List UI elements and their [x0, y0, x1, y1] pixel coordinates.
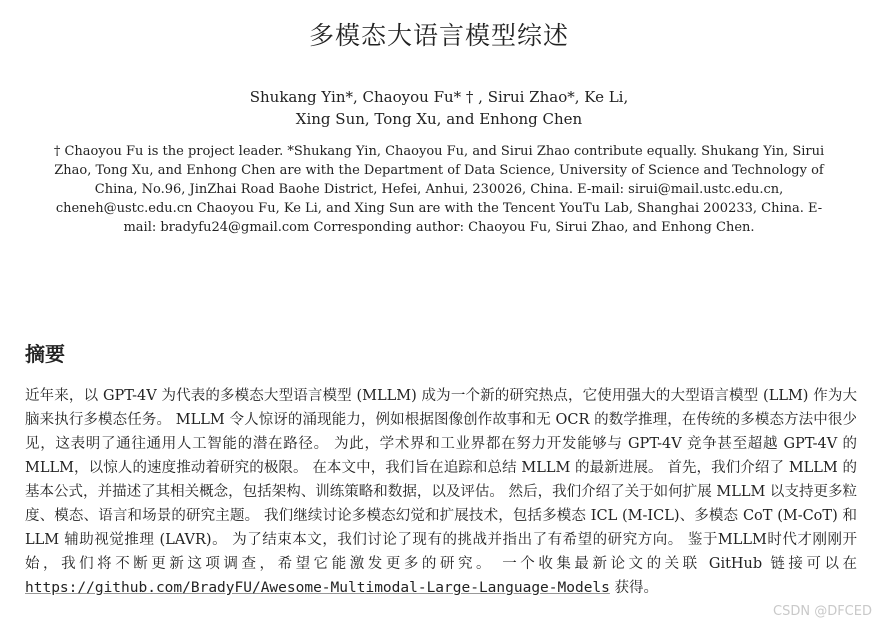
- author-list: [0, 86, 878, 130]
- author-line-2: Xing Sun, Tong Xu, and Enhong Chen: [295, 110, 583, 128]
- paper-title: 多模态大语言模型综述: [308, 21, 569, 50]
- abstract-heading: 摘要: [25, 342, 65, 366]
- author-line-1: Shukang Yin*, Chaoyou Fu* † , Sirui Zhao*, Ke Li,: [249, 88, 629, 106]
- github-link[interactable]: https://github.com/BradyFU/Awesome-Multimodal-Large-Language-Models: [25, 580, 610, 596]
- abstract-tail: 获得。: [614, 580, 659, 596]
- author-affiliation-footnote: † Chaoyou Fu is the project leader. *Shukang Yin, Chaoyou Fu, and Sirui Zhao contribute equally. Shukang Yin, Sirui Zhao, Tong Xu, and Enhong Chen are with the Department of Data Science, University of Science and Technology of China, No.96, JinZhai Road Baohe District, Hefei, Anhui, 230026, China. E-mail: sirui@mail.ustc.edu.cn, cheneh@ustc.edu.cn Chaoyou Fu, Ke Li, and Xing Sun are with the Tencent YouTu Lab, Shanghai 200233, China. E-mail: bradyfu24@gmail.com Corresponding author: Chaoyou Fu, Sirui Zhao, and Enhong Chen.: [53, 144, 825, 235]
- abstract-text: 近年来，以 GPT-4V 为代表的多模态大型语言模型 (MLLM) 成为一个新的研究热点，它使用强大的大型语言模型 (LLM) 作为大脑来执行多模态任务。 MLLM 令人惊讶的涌现能力，例如根据图像创作故事和无 OCR 的数学推理，在传统的多模态方法中很少见，这表明了通往通用人工智能的潜在路径。 为此，学术界和工业界都在努力开发能够与 GPT-4V 竞争甚至超越 GPT-4V 的 MLLM，以惊人的速度推动着研究的极限。 在本文中，我们旨在追踪和总结 MLLM 的最新进展。 首先，我们介绍了 MLLM 的基本公式，并描述了其相关概念，包括架构、训练策略和数据，以及评估。 然后，我们介绍了关于如何扩展 MLLM 以支持更多粒度、模态、语言和场景的研究主题。 我们继续讨论多模态幻觉和扩展技术，包括多模态 ICL (M-ICL)、多模态 CoT (M-CoT) 和 LLM 辅助视觉推理 (LAVR)。 为了结束本文，我们讨论了现有的挑战并指出了有希望的研究方向。 鉴于MLLM时代才刚刚开始，我们将不断更新这项调查，希望它能激发更多的研究。 一个收集最新论文的关联 GitHub 链接可以在: [25, 388, 857, 572]
- abstract-paragraph: [25, 384, 857, 600]
- watermark: CSDN @DFCED: [773, 604, 872, 619]
